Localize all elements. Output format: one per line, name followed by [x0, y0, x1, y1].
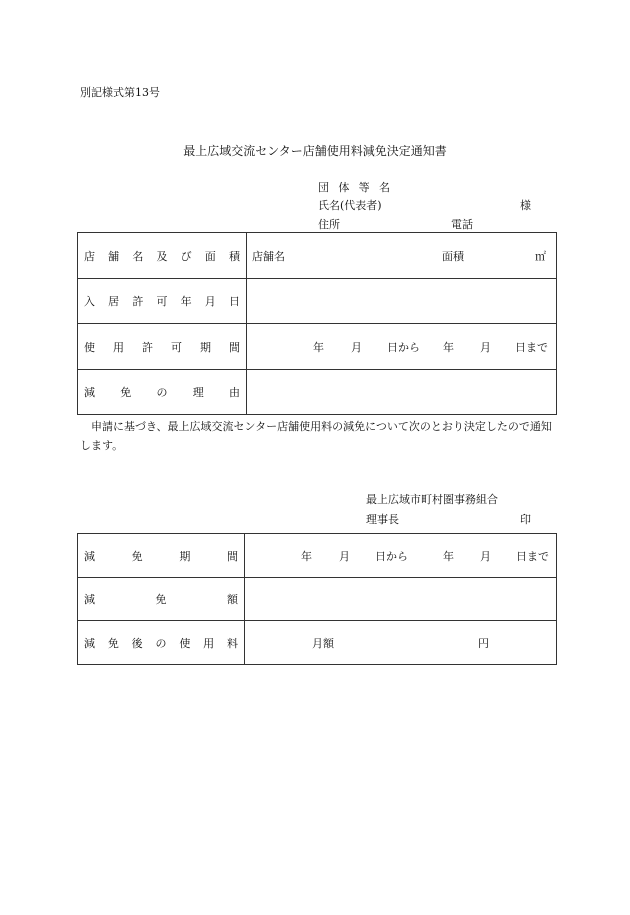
label-char: 可	[171, 340, 182, 354]
group-label-char: 名	[378, 181, 390, 194]
label-char: 後	[131, 636, 143, 650]
issuer-organization: 最上広域市町村圏事務組合	[366, 493, 498, 506]
usage-period-field[interactable]	[247, 324, 557, 370]
fee-after-reduction-label	[78, 621, 245, 665]
label-char: 期	[200, 340, 211, 354]
label-char: 減	[84, 549, 95, 563]
phone-label: 電話	[451, 218, 473, 231]
label-char: 免	[131, 549, 143, 563]
usage-period-label	[78, 324, 247, 370]
label-char: 面	[204, 249, 216, 263]
label-char: 免	[155, 593, 167, 606]
label-char: 間	[229, 340, 240, 354]
reduction-amount-label	[78, 578, 245, 621]
representative-name-label: 氏名(代表者)	[318, 199, 382, 212]
honorific: 様	[520, 199, 531, 212]
label-char: 舗	[108, 249, 120, 263]
label-char: 可	[156, 295, 168, 308]
monthly-label: 月額	[312, 636, 334, 650]
label-char: 積	[228, 249, 240, 263]
table-row	[78, 578, 557, 621]
period-year: 年	[313, 340, 324, 354]
label-char: 減	[84, 386, 95, 399]
table-row	[78, 279, 557, 324]
period-year: 年	[443, 549, 454, 563]
label-char: 入	[84, 295, 95, 308]
label-char: 由	[229, 386, 240, 399]
group-label-char: 団	[318, 181, 329, 194]
reduction-period-label	[78, 534, 245, 578]
label-char: 料	[226, 636, 238, 650]
table-row	[78, 370, 557, 415]
period-year: 年	[301, 549, 312, 563]
label-char: 使	[179, 636, 191, 650]
label-char: 店	[84, 249, 95, 263]
area-label: 面積	[442, 249, 464, 263]
fee-after-reduction-field[interactable]	[245, 621, 557, 665]
label-char: 居	[108, 295, 120, 308]
store-info-table	[77, 232, 557, 415]
move-in-date-label	[78, 279, 247, 324]
table-row	[78, 621, 557, 665]
period-from: 日から	[375, 549, 408, 563]
label-char: 免	[120, 386, 132, 399]
issuer-title: 理事長	[366, 513, 399, 526]
label-char: 理	[192, 386, 204, 399]
label-char: 額	[227, 593, 238, 606]
store-name-label: 店舗名	[252, 249, 285, 263]
label-char: 間	[226, 549, 238, 563]
label-char: の	[156, 386, 168, 399]
form-id: 別記様式第13号	[80, 86, 160, 99]
area-unit: ㎡	[535, 249, 546, 263]
period-to: 日まで	[516, 549, 549, 563]
label-char: 名	[132, 249, 144, 263]
period-month: 月	[351, 340, 362, 354]
label-char: 許	[142, 340, 153, 354]
move-in-date-field[interactable]	[247, 279, 557, 324]
group-label-char: 等	[358, 181, 370, 194]
period-year: 年	[443, 340, 454, 354]
period-to: 日まで	[515, 340, 548, 354]
label-char: 及	[156, 249, 168, 263]
label-char: 年	[180, 295, 192, 308]
label-char: 月	[204, 295, 216, 308]
label-char: 許	[132, 295, 144, 308]
group-label-char: 体	[338, 181, 350, 194]
period-month: 月	[480, 340, 491, 354]
table-row	[78, 324, 557, 370]
reduction-amount-field[interactable]	[245, 578, 557, 621]
reduction-reason-label	[78, 370, 247, 415]
label-char: 使	[84, 340, 95, 354]
table-row	[78, 534, 557, 578]
notice-text: 申請に基づき、最上広域交流センター店舗使用料の減免について次のとおり決定したので通知します。	[80, 420, 552, 452]
store-name-area-field[interactable]	[247, 233, 557, 279]
address-label: 住所	[318, 218, 340, 231]
period-month: 月	[480, 549, 491, 563]
table-row	[78, 233, 557, 279]
document-title: 最上広域交流センター店舗使用料減免決定通知書	[183, 144, 447, 158]
label-char: 日	[228, 295, 240, 308]
label-char: 減	[84, 593, 95, 606]
label-char: 用	[113, 340, 124, 354]
yen-unit: 円	[478, 636, 489, 650]
label-char: び	[180, 249, 192, 263]
reduction-reason-field[interactable]	[247, 370, 557, 415]
store-name-area-label	[78, 233, 247, 279]
seal-mark: 印	[520, 513, 531, 526]
label-char: 期	[179, 549, 191, 563]
label-char: 免	[107, 636, 119, 650]
label-char: 減	[84, 636, 95, 650]
reduction-period-field[interactable]	[245, 534, 557, 578]
label-char: の	[155, 636, 167, 650]
period-month: 月	[339, 549, 350, 563]
group-name-label	[318, 178, 398, 196]
period-from: 日から	[387, 340, 420, 354]
label-char: 用	[203, 636, 215, 650]
reduction-table	[77, 533, 557, 665]
